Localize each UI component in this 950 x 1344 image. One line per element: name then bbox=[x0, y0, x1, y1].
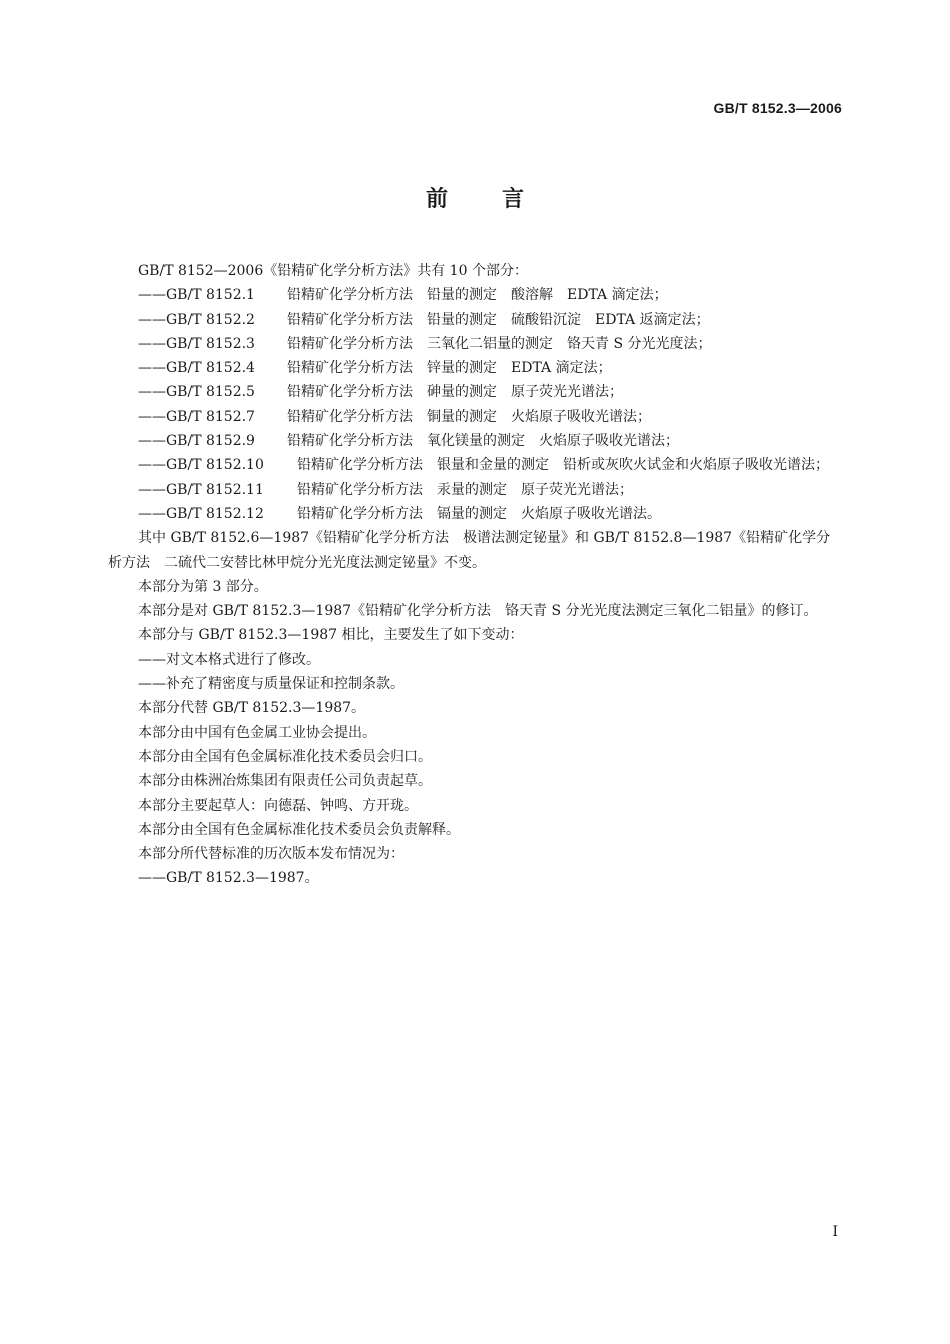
page-number: I bbox=[832, 1224, 838, 1240]
drafters-paragraph: 本部分主要起草人：向德磊、钟鸣、方开珑。 bbox=[138, 797, 418, 814]
part-code: ——GB/T 8152.5 bbox=[138, 384, 255, 401]
part-title: 铅精矿化学分析方法 锌量的测定 EDTA 滴定法； bbox=[287, 360, 612, 377]
part-item bbox=[108, 332, 842, 356]
part-item bbox=[108, 478, 842, 502]
revision-paragraph: 本部分是对 GB/T 8152.3—1987《铅精矿化学分析方法 铬天青 S 分光光度法测定三氧化二铝量》的修订。 bbox=[138, 603, 818, 620]
intro-paragraph: GB/T 8152—2006《铅精矿化学分析方法》共有 10 个部分： bbox=[138, 263, 528, 279]
unchanged-paragraph: 其中 GB/T 8152.6—1987《铅精矿化学分析方法 极谱法测定铋量》和 GB/T 8152.8—1987《铅精矿化学分析方法 二硫代二安替比林甲烷分光光度法测定铋量》不变。 bbox=[108, 530, 831, 571]
history-intro-paragraph: 本部分所代替标准的历次版本发布情况为： bbox=[138, 846, 404, 863]
standard-code: GB/T 8152.3—2006 bbox=[713, 100, 842, 116]
part-title: 铅精矿化学分析方法 铅量的测定 酸溶解 EDTA 滴定法； bbox=[287, 287, 668, 304]
title-char-2: 言 bbox=[502, 187, 525, 212]
part-code: ——GB/T 8152.9 bbox=[138, 433, 255, 450]
part-code: ——GB/T 8152.1 bbox=[138, 287, 255, 304]
part-title: 铅精矿化学分析方法 铜量的测定 火焰原子吸收光谱法； bbox=[287, 408, 651, 425]
part-code: ——GB/T 8152.2 bbox=[138, 311, 255, 328]
title-char-1: 前 bbox=[425, 187, 448, 212]
part-code: ——GB/T 8152.3 bbox=[138, 335, 255, 352]
proposed-paragraph: 本部分由中国有色金属工业协会提出。 bbox=[138, 724, 376, 741]
part-title: 铅精矿化学分析方法 氧化镁量的测定 火焰原子吸收光谱法； bbox=[287, 433, 679, 450]
part-code: ——GB/T 8152.10 bbox=[138, 457, 264, 474]
part-title: 铅精矿化学分析方法 铅量的测定 硫酸铅沉淀 EDTA 返滴定法； bbox=[287, 311, 710, 328]
part-item bbox=[108, 453, 842, 477]
replaces-paragraph: 本部分代替 GB/T 8152.3—1987。 bbox=[138, 700, 366, 717]
part-number-paragraph: 本部分为第 3 部分。 bbox=[138, 578, 268, 595]
interpretation-paragraph: 本部分由全国有色金属标准化技术委员会负责解释。 bbox=[138, 821, 460, 838]
changes-intro-paragraph: 本部分与 GB/T 8152.3—1987 相比，主要发生了如下变动： bbox=[138, 627, 524, 644]
part-code: ——GB/T 8152.7 bbox=[138, 408, 255, 425]
part-item bbox=[108, 308, 842, 332]
change-item: ——对文本格式进行了修改。 bbox=[138, 651, 320, 668]
part-item bbox=[108, 405, 842, 429]
part-item bbox=[108, 429, 842, 453]
part-title: 铅精矿化学分析方法 汞量的测定 原子荧光光谱法； bbox=[297, 481, 633, 498]
part-code: ——GB/T 8152.11 bbox=[138, 481, 264, 498]
drafted-paragraph: 本部分由株洲冶炼集团有限责任公司负责起草。 bbox=[138, 773, 432, 790]
part-title: 铅精矿化学分析方法 银量和金量的测定 铅析或灰吹火试金和火焰原子吸收光谱法； bbox=[297, 457, 829, 474]
history-item: ——GB/T 8152.3—1987。 bbox=[138, 870, 319, 887]
part-item bbox=[108, 356, 842, 380]
part-code: ——GB/T 8152.12 bbox=[138, 505, 264, 522]
change-item: ——补充了精密度与质量保证和控制条款。 bbox=[138, 676, 404, 693]
part-title: 铅精矿化学分析方法 砷量的测定 原子荧光光谱法； bbox=[287, 384, 623, 401]
part-item bbox=[108, 380, 842, 404]
part-title: 铅精矿化学分析方法 镉量的测定 火焰原子吸收光谱法。 bbox=[297, 505, 661, 522]
page-title bbox=[0, 182, 950, 213]
part-code: ——GB/T 8152.4 bbox=[138, 360, 255, 377]
centralized-paragraph: 本部分由全国有色金属标准化技术委员会归口。 bbox=[138, 748, 432, 765]
part-item bbox=[108, 502, 842, 526]
part-item bbox=[108, 283, 842, 307]
part-title: 铅精矿化学分析方法 三氧化二铝量的测定 铬天青 S 分光光度法； bbox=[287, 335, 712, 352]
document-body bbox=[108, 259, 842, 891]
